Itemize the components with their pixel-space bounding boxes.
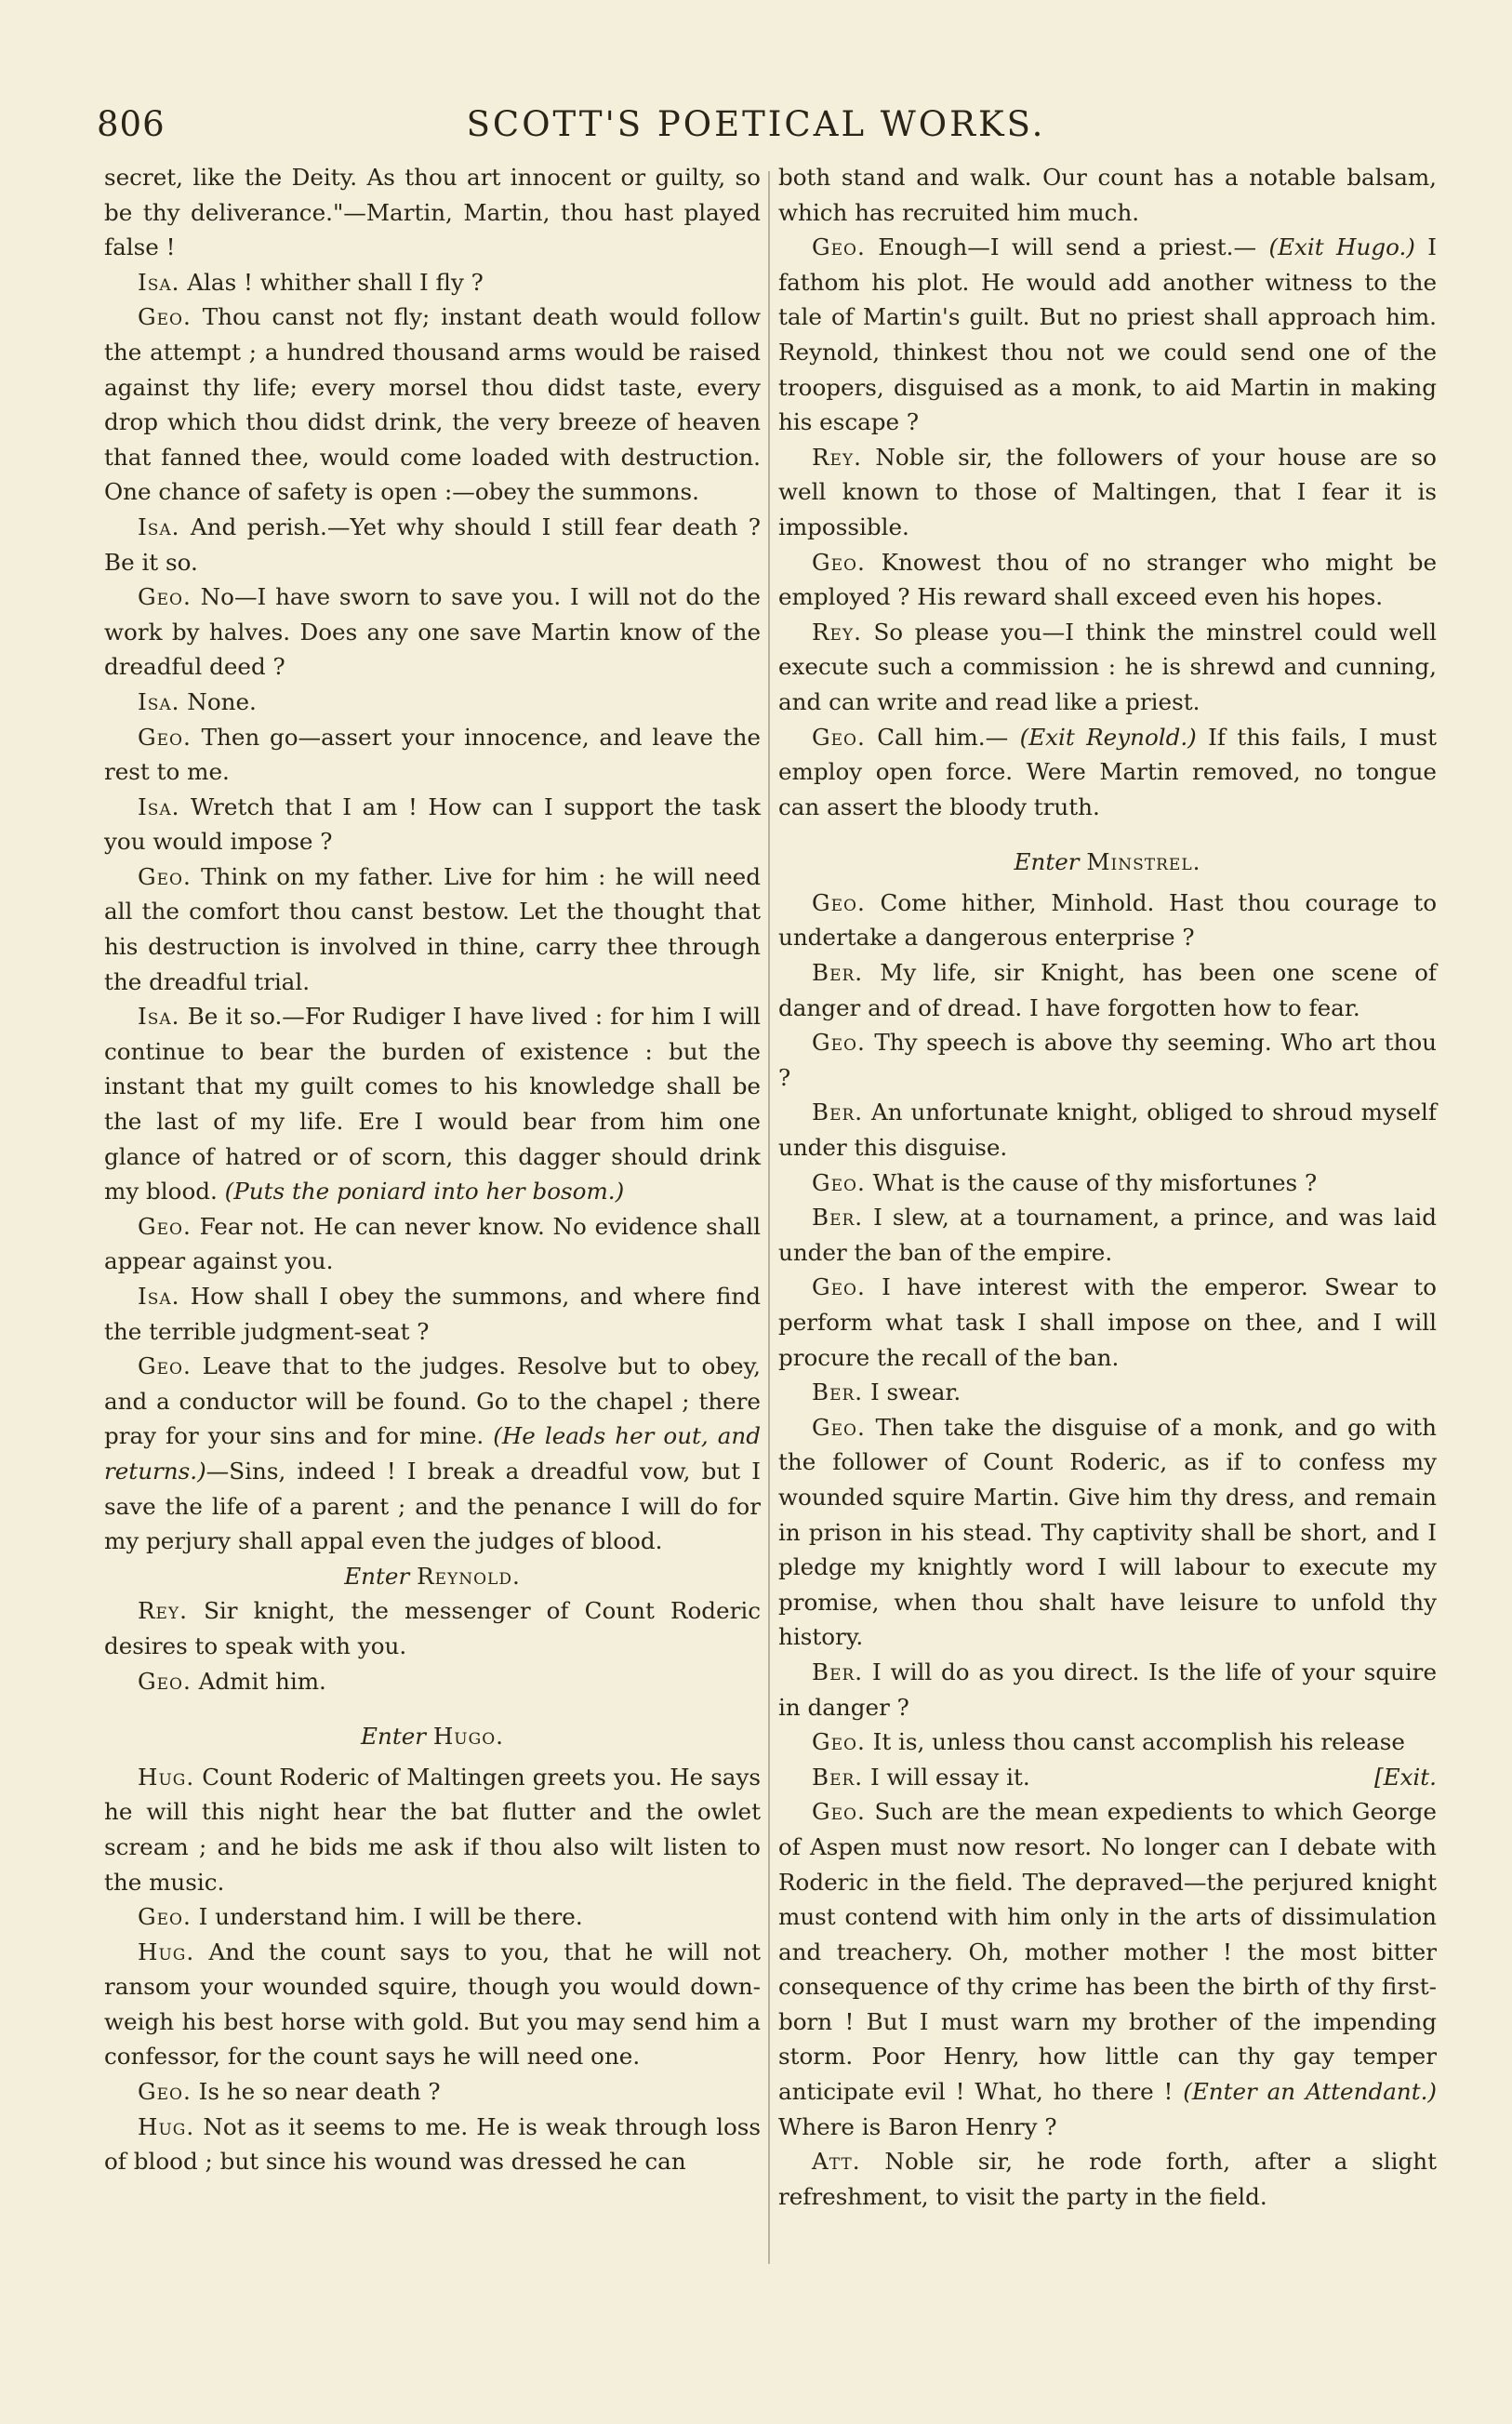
stage-enter: Enter [344,1562,410,1590]
speaker-name: Hug. [138,1763,195,1791]
speaker-name: Ber. [812,1099,864,1126]
speaker-name: Isa. [138,792,180,820]
speaker-name: Ber. [812,1763,864,1791]
stage-enter: Enter [361,1723,427,1751]
speech-text: I understand him. I will be there. [198,1903,583,1931]
speech [104,685,761,720]
speech-text: Leave that to the judges. Resolve but to obey, and a conductor will be found. Go to the chapel ; there pray for your sins and for mine. [104,1352,761,1450]
speaker-name: Geo. [812,723,866,751]
speaker-name: Geo. [812,548,866,576]
speech [104,1349,761,1559]
continued-text [104,160,761,265]
speech-text: Sir knight, the messenger of Count Roderic desires to speak with you. [104,1597,761,1659]
speaker-name: Geo. [138,1352,192,1380]
page-number: 806 [97,104,166,144]
page-header [0,104,1512,156]
speech-text: So please you—I think the minstrel could well execute such a commission : he is shrewd and cunning, and can write and read like a priest. [778,618,1437,715]
speech-text: Fear not. He can never know. No evidence shall appear against you. [104,1212,761,1275]
speech [104,1899,761,1935]
speech [778,1165,1437,1201]
speech-text: Thou canst not fly; instant death would follow the attempt ; a hundred thousand arms would be raised against thy life; every morsel thou didst taste, every drop which thou didst drink, the very breeze of heaven that fanned thee, would come loaded with destruction. One chance of safety is open :—obey the summons. [104,303,761,506]
speech-text: Think on my father. Live for him : he will need all the comfort thou canst bestow. Let the thought that his destruction is involved in thine, carry thee through the dreadful trial. [104,862,761,995]
left-column [104,160,761,2179]
speech [104,1279,761,1349]
speech [778,1794,1437,2144]
speech [104,579,761,685]
speaker-name: Geo. [138,1903,192,1931]
speaker-name: Isa. [138,1283,180,1310]
speaker-name: Ber. [812,1204,864,1232]
speech [104,859,761,999]
speaker-name: Geo. [812,1029,866,1057]
stage-direction [104,1719,761,1754]
stage-direction-inline: (Exit Reynold.) [1019,723,1197,751]
speech-text: How shall I obey the summons, and where find the terrible judgment-seat ? [104,1283,761,1345]
speaker-name: Ber. [812,959,864,987]
speaker-name: Hug. [138,1938,195,1965]
speaker-name: Att. [812,2148,861,2176]
speaker-name: Geo. [138,583,192,611]
speech [104,999,761,1209]
speech [778,1025,1437,1095]
speech [104,1760,761,1899]
speech-text: I slew, at a tournament, a prince, and was laid under the ban of the empire. [778,1204,1437,1266]
speech-text: Is he so near death ? [198,2078,441,2106]
speaker-name: Geo. [812,1728,866,1756]
speaker-name: Rey. [812,443,862,471]
speech-text: Admit him. [198,1667,326,1695]
speech [778,1760,1437,1795]
speech-text: I have interest with the emperor. Swear to perform what task I shall impose on thee, and I will procure the recall of the ban. [778,1273,1437,1371]
speech-text: What is the cause of thy misfortunes ? [872,1168,1318,1196]
speech [778,720,1437,825]
right-column [778,160,1437,2214]
speech-text: Noble sir, he rode forth, after a slight refreshment, to visit the party in the field. [778,2148,1437,2210]
speech [778,2144,1437,2214]
speaker-name: Geo. [812,1168,866,1196]
stage-enter: Enter [1014,848,1080,876]
speaker-name: Geo. [138,862,192,890]
speaker-name: Rey. [812,618,862,646]
speech-text: Enough—I will send a priest.— [878,233,1257,261]
speaker-name: Geo. [138,1212,192,1240]
running-title: SCOTT'S POETICAL WORKS. [466,104,1046,144]
speaker-name: Geo. [812,1798,866,1826]
stage-character: Hugo. [432,1723,504,1751]
speaker-name: Rey. [138,1597,188,1625]
speaker-name: Geo. [138,1667,192,1695]
speech [104,2110,761,2179]
speaker-name: Isa. [138,268,180,296]
speaker-name: Hug. [138,2112,195,2140]
speech [104,2074,761,2110]
speech [778,615,1437,720]
stage-character: Reynold. [417,1562,521,1590]
speaker-name: Geo. [138,303,192,331]
speech-text: Such are the mean expedients to which George of Aspen must now resort. No longer can I debate with Roderic in the field. The depraved—the perjured knight must contend with him only in the arts of dissimulation and treachery. Oh, mother mother ! the most bitter consequence of thy crime has been the birth of thy first-born ! But I must warn my brother of the impending storm. Poor Henry, how little can thy gay temper anticipate evil ! What, ho there ! [778,1798,1437,2106]
speaker-name: Ber. [812,1658,864,1685]
speech-text: Not as it seems to me. He is weak through loss of blood ; but since his wound was dressed he can [104,2112,761,2176]
continued-text [778,160,1437,230]
speech [778,1410,1437,1655]
speech-text: Noble sir, the followers of your house are so well known to those of Maltingen, that I fear it is impossible. [778,443,1437,540]
speech-text: Be it so.—For Rudiger I have lived : for him I will continue to bear the burden of existence : but the instant that my guilt comes to his knowledge shall be the last of my life. Ere I would bear from him one glance of hatred or of scorn, this dagger should drink my blood. [104,1003,761,1205]
speaker-name: Ber. [812,1378,864,1406]
speaker-name: Isa. [138,687,180,715]
speech-text: Count Roderic of Maltingen greets you. He says he will this night hear the bat flutter and the owlet scream ; and he bids me ask if thou also wilt listen to the music. [104,1763,761,1896]
stage-direction-inline: (Puts the poniard into her bosom.) [224,1178,625,1205]
speaker-name: Geo. [138,723,192,751]
speech [104,790,761,859]
speech [778,1270,1437,1375]
speech-text: Come hither, Minhold. Hast thou courage to undertake a dangerous enterprise ? [778,888,1437,952]
speech [778,545,1437,615]
speech-text: Knowest thou of no stranger who might be employed ? His reward shall exceed even his hopes. [778,548,1437,611]
speech-text: My life, sir Knight, has been one scene of danger and of dread. I have forgotten how to fear. [778,959,1437,1021]
speech [104,1664,761,1699]
speech [778,1200,1437,1270]
speech-text: And perish.—Yet why should I still fear death ? Be it so. [104,513,761,576]
stage-direction-inline: (Enter an Attendant.) [1183,2078,1437,2106]
speech-text: Then go—assert your innocence, and leave the rest to me. [104,723,761,786]
speaker-name: Isa. [138,513,180,540]
speech [778,230,1437,440]
stage-direction-inline: (Exit Hugo.) [1268,233,1415,261]
speech-text: secret, like the Deity. As thou art innocent or guilty, so be thy deliverance."—Martin, Martin, thou hast played false ! [104,164,761,261]
speech-text: both stand and walk. Our count has a notable balsam, which has recruited him much. [778,164,1437,226]
speaker-name: Geo. [138,2078,192,2106]
speech [778,1095,1437,1165]
speech-text: And the count says to you, that he will not ransom your wounded squire, though you would down-weigh his best horse with gold. But you may send him a confessor, for the count says he will need one. [104,1938,762,2071]
speech [104,510,761,579]
speech [778,440,1437,545]
speech [104,1209,761,1279]
exit-direction: [Exit. [1374,1763,1437,1791]
speech [104,1935,761,2074]
speech-text: I swear. [869,1378,962,1406]
speech [104,1593,761,1663]
speech-text: It is, unless thou canst accomplish his release [872,1728,1405,1756]
speaker-name: Geo. [812,1273,866,1301]
speech-text: None. [187,687,257,715]
speech-text: Then take the disguise of a monk, and go with the follower of Count Roderic, as if to confess my wounded squire Martin. Give him thy dress, and remain in prison in his stead. Thy captivity shall be short, and I pledge my knightly word I will labour to execute my promise, when thou shalt have leisure to unfold thy history. [778,1413,1437,1651]
speech [778,1725,1437,1760]
stage-direction [778,845,1437,880]
speech [778,1655,1437,1725]
speech-text: Alas ! whither shall I fly ? [187,268,484,296]
speech-text: I will essay it. [869,1763,1030,1791]
speech-text: Call him.— [877,723,1009,751]
speech-text-continued: —Sins, indeed ! I break a dreadful vow, but I save the life of a parent ; and the penance I will do for my perjury shall appal even the judges of blood. [104,1457,761,1555]
speaker-name: Geo. [812,233,866,261]
speech-text: An unfortunate knight, obliged to shroud myself under this disguise. [778,1099,1437,1162]
speech-text: Thy speech is above thy seeming. Who art thou ? [778,1029,1437,1091]
speech [778,1375,1437,1410]
speaker-name: Isa. [138,1003,180,1031]
speech-text: I will do as you direct. Is the life of your squire in danger ? [778,1658,1437,1721]
speech [104,300,761,510]
speech [104,720,761,790]
speech [778,886,1437,955]
speech [778,955,1437,1025]
stage-direction [104,1559,761,1594]
speech-text-continued: Where is Baron Henry ? [778,2112,1057,2140]
speech-text: No—I have sworn to save you. I will not do the work by halves. Does any one save Martin know of the dreadful deed ? [104,583,761,681]
speech-text-continued: If this fails, I must employ open force. Were Martin removed, no tongue can assert the bloody truth. [778,723,1437,820]
speaker-name: Geo. [812,1413,866,1441]
stage-direction-inline: (He leads her out, and returns.) [104,1422,761,1485]
column-rule [768,171,770,2264]
speech [104,265,761,300]
stage-character: Minstrel. [1086,848,1201,876]
speech-text: Wretch that I am ! How can I support the task you would impose ? [104,792,761,856]
speaker-name: Geo. [812,888,866,916]
speech-text-continued: I fathom his plot. He would add another witness to the tale of Martin's guilt. But no priest shall approach him. Reynold, thinkest thou not we could send one of the troopers, disguised as a monk, to aid Martin in making his escape ? [778,233,1437,436]
